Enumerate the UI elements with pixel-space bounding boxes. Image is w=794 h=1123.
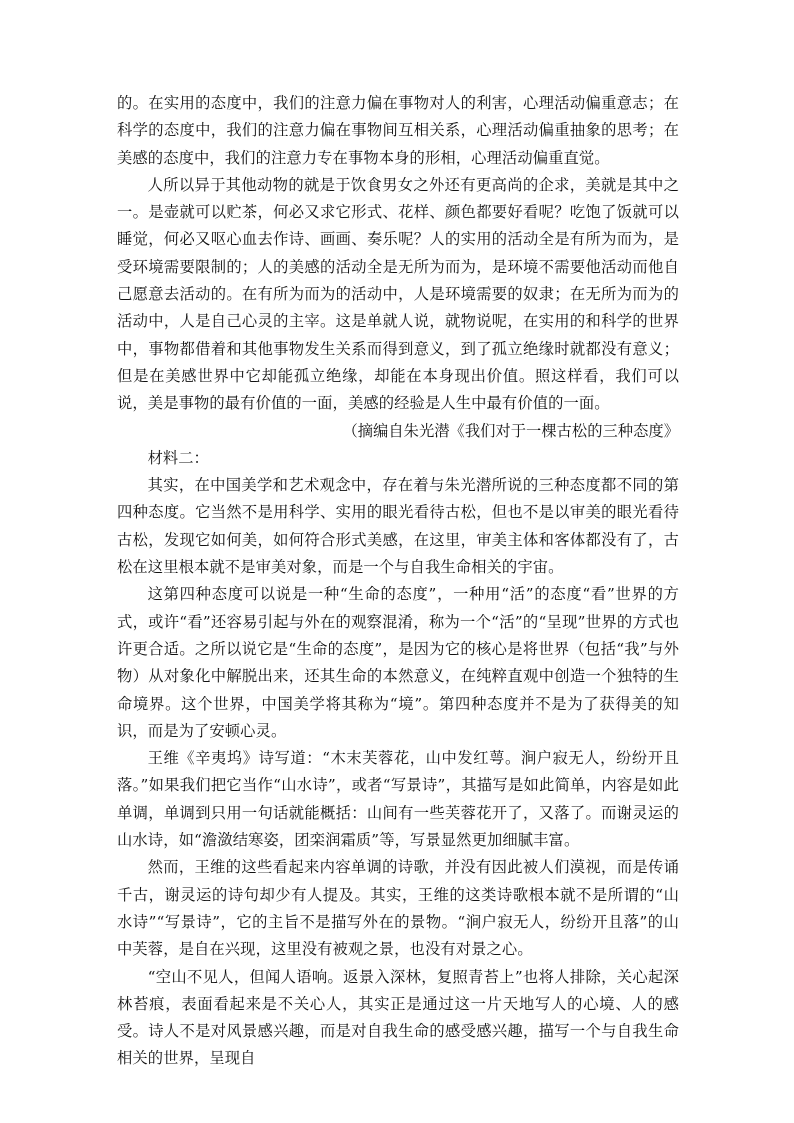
document-page (117, 90, 679, 1073)
paragraph-empty-mountain: “空山不见人，但闻人语响。返景入深林，复照青苔上”也将人排除，关心起深林苔痕，表面看起来是不关心人，其实正是通过这一片天地写人的心境、人的感受。诗人不是对风景感兴趣，而是对自我生命的感受感兴趣，描写一个与自我生命相关的世界，呈现自 (117, 967, 679, 1068)
material-two-heading: 材料二： (147, 448, 209, 467)
paragraph-fourth-attitude: 其实，在中国美学和艺术观念中，存在着与朱光潜所说的三种态度都不同的第四种态度。它当然不是用科学、实用的眼光看待古松，但也不是以审美的眼光看待古松，发现它如何美，如何符合形式美感，在这里，审美主体和客体都没有了，古松在这里根本就不是审美对象，而是一个与自我生命相关的宇宙。 (117, 476, 679, 577)
source-citation: （摘编自朱光潜《我们对于一棵古松的三种态度》 (342, 421, 679, 440)
paragraph-human-aesthetics: 人所以异于其他动物的就是于饮食男女之外还有更高尚的企求，美就是其中之一。是壶就可以贮茶，何必又求它形式、花样、颜色都要好看呢？吃饱了饭就可以睡觉，何必又呕心血去作诗、画画、奏乐呢？人的实用的活动全是有所为而为，是受环境需要限制的；人的美感的活动全是无所为而为，是环境不需要他活动而他自己愿意去活动的。在有所为而为的活动中，人是环境需要的奴隶；在无所为而为的活动中，人是自己心灵的主宰。这是单就人说，就物说呢，在实用的和科学的世界中，事物都借着和其他事物发生关系而得到意义，到了孤立绝缘时就都没有意义；但是在美感世界中它却能孤立绝缘，却能在本身现出价值。照这样看，我们可以说，美是事物的最有价值的一面，美感的经验是人生中最有价值的一面。 (117, 175, 679, 413)
paragraph-wang-wei-poem: 王维《辛夷坞》诗写道：“木末芙蓉花，山中发红萼。涧户寂无人，纷纷开且落。”如果我们把它当作“山水诗”，或者“写景诗”，其描写是如此简单，内容是如此单调，单调到只用一句话就能概括：山间有一些芙蓉花开了，又落了。而谢灵运的山水诗，如“澹潋结寒姿，团栾润霜质”等，写景显然更加细腻丰富。 (117, 749, 679, 850)
paragraph-continued: 的。在实用的态度中，我们的注意力偏在事物对人的利害，心理活动偏重意志；在科学的态度中，我们的注意力偏在事物间互相关系，心理活动偏重抽象的思考；在美感的态度中，我们的注意力专在事物本身的形相，心理活动偏重直觉。 (117, 94, 679, 167)
paragraph-wang-wei-analysis: 然而，王维的这些看起来内容单调的诗歌，并没有因此被人们漠视，而是传诵千古，谢灵运的诗句却少有人提及。其实，王维的这类诗歌根本就不是所谓的“山水诗”“写景诗”，它的主旨不是描写外在的景物。“涧户寂无人，纷纷开且落”的山中芙蓉，是自在兴现，这里没有被观之景，也没有对景之心。 (117, 858, 679, 959)
paragraph-life-attitude: 这第四种态度可以说是一种“生命的态度”，一种用“活”的态度“看”世界的方式，或许“看”还容易引起与外在的观察混淆，称为一个“活”的“呈现”世界的方式也许更合适。之所以说它是“生命的态度”，是因为它的核心是将世界（包括“我”与外物）从对象化中解脱出来，还其生命的本然意义，在纯粹直观中创造一个独特的生命境界。这个世界，中国美学将其称为“境”。第四种态度并不是为了获得美的知识，而是为了安顿心灵。 (117, 585, 679, 740)
